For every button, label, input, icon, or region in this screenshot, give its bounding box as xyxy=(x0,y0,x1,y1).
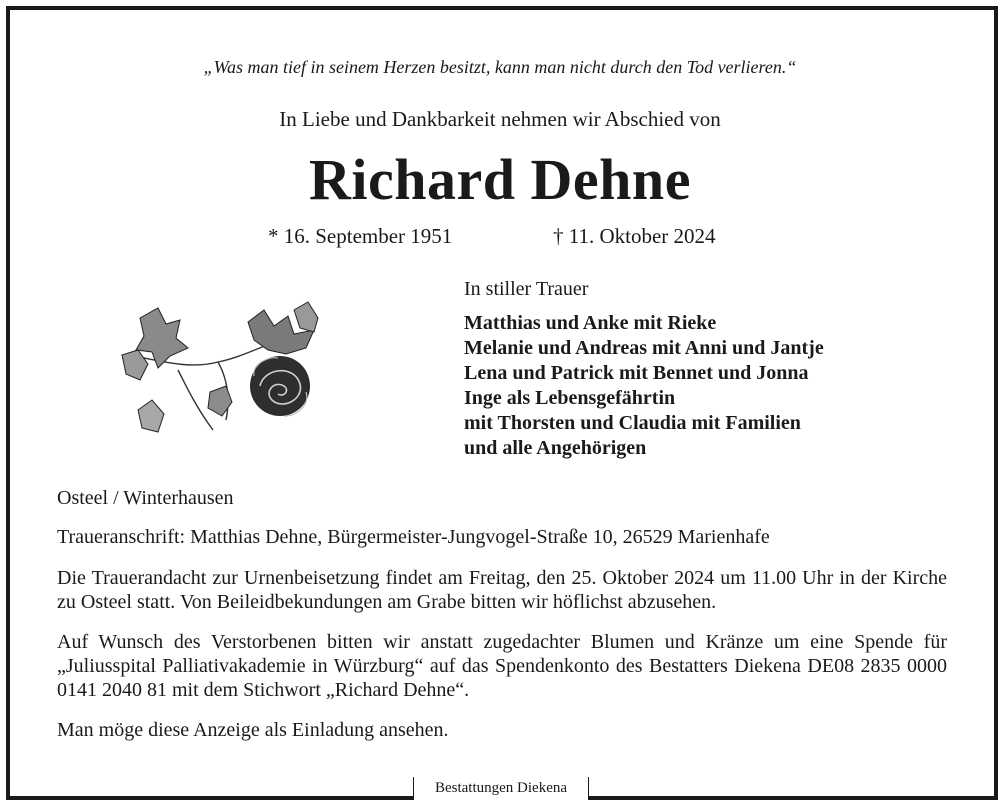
rose-ivy-icon xyxy=(118,300,333,450)
birth-date: * 16. September 1951 xyxy=(268,224,453,248)
mourners-list xyxy=(464,311,824,461)
mourner-entry: Matthias und Anke mit Rieke xyxy=(464,312,717,334)
deceased-name: Richard Dehne xyxy=(309,147,691,212)
invitation-note: Man möge diese Anzeige als Einladung ansehen. xyxy=(57,719,449,741)
mourner-entry: mit Thorsten und Claudia mit Familien xyxy=(464,412,801,434)
undertaker-footer: Bestattungen Diekena xyxy=(413,777,589,800)
place-line: Osteel / Winterhausen xyxy=(57,487,234,509)
mourner-entry: Inge als Lebensgefährtin xyxy=(464,387,676,409)
intro-line: In Liebe und Dankbarkeit nehmen wir Abschied von xyxy=(279,107,721,131)
mourning-label: In stiller Trauer xyxy=(464,278,589,300)
mourner-entry: und alle Angehörigen xyxy=(464,437,647,459)
mourner-entry: Melanie und Andreas mit Anni und Jantje xyxy=(464,337,824,359)
death-date: † 11. Oktober 2024 xyxy=(553,224,716,248)
mourning-address: Traueranschrift: Matthias Dehne, Bürgermeister-Jungvogel-Straße 10, 26529 Marienhafe xyxy=(57,526,770,548)
mourner-entry: Lena und Patrick mit Bennet und Jonna xyxy=(464,362,809,384)
memorial-quote: „Was man tief in seinem Herzen besitzt, kann man nicht durch den Tod verlieren.“ xyxy=(203,57,797,77)
donation-request: Auf Wunsch des Verstorbenen bitten wir anstatt zugedachter Blumen und Kränze um eine Spende für „Juliusspital Palliativakademie in Würzburg“ auf das Spendenkonto des Bestatters Diekena DE08 2835 0000 0141 2040 81 mit dem Stichwort „Richard Dehne“. xyxy=(57,631,947,701)
service-notice: Die Trauerandacht zur Urnenbeisetzung findet am Freitag, den 25. Oktober 2024 um 11.00 Uhr in der Kirche zu Osteel statt. Von Beileidbekundungen am Grabe bitten wir höflichst abzusehen. xyxy=(57,567,947,613)
